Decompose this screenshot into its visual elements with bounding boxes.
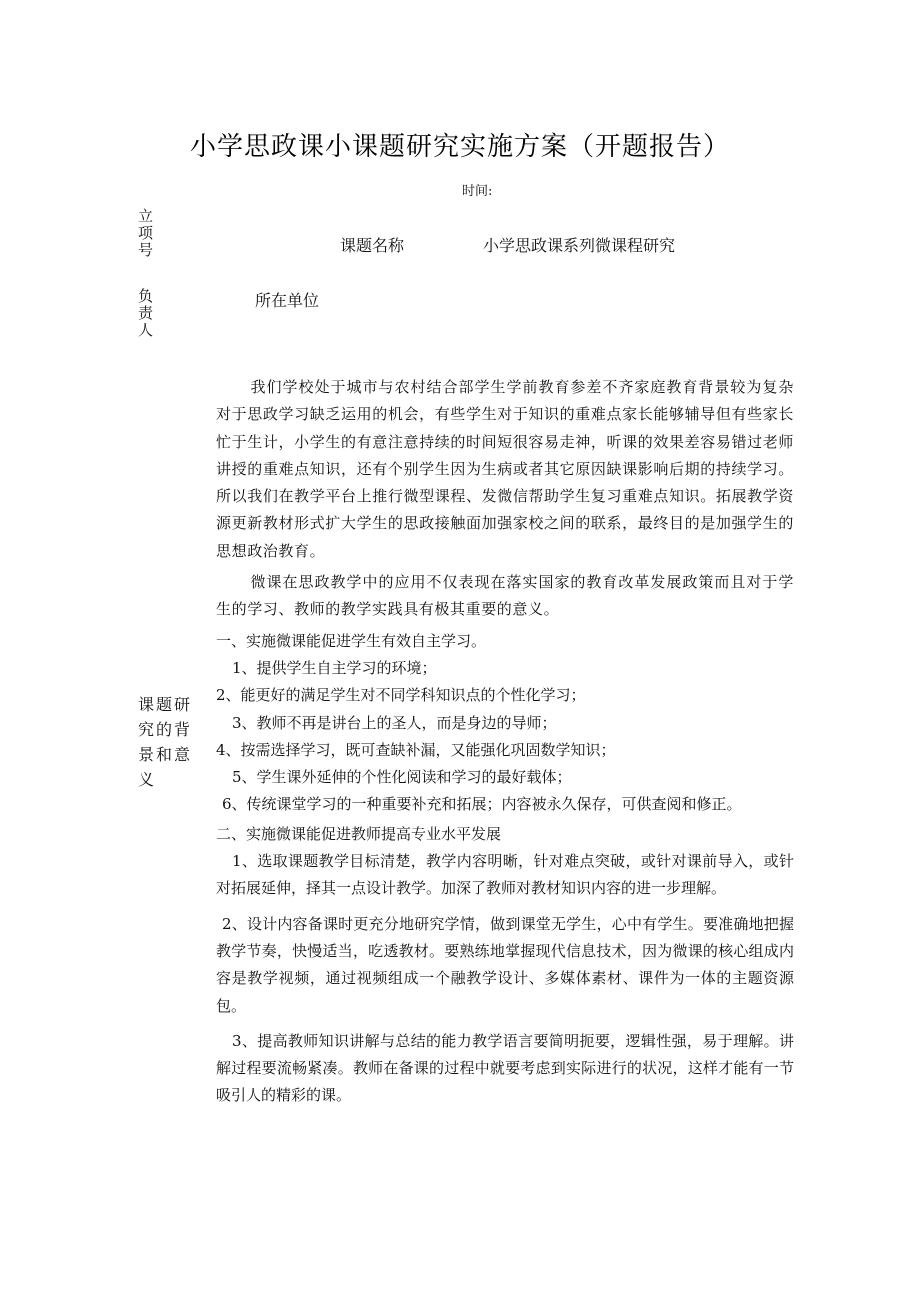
topic-name-label: 课题名称 bbox=[340, 236, 405, 255]
list-item: 2、设计内容备课时更充分地研究学情，做到课堂无学生，心中有学生。要准确地把握教学节奏，快慢适当，吃透教材。要熟练地掌握现代信息技术，因为微课的核心组成内容是教学视频，通过视频组成一个融教学设计、多媒体素材、课件为一体的主题资源包。 bbox=[216, 914, 794, 1015]
list-item: 6、传统课堂学习的一种重要补充和拓展；内容被永久保存，可供查阅和修正。 bbox=[222, 795, 742, 814]
section-label: 课题研究的背景和意义 bbox=[138, 695, 193, 789]
topic-name-value: 小学思政课系列微课程研究 bbox=[483, 236, 676, 255]
list-item: 3、提高教师知识讲解与总结的能力教学语言要简明扼要，逻辑性强，易于理解。讲解过程要流畅紧凑。教师在备课的过程中就要考虑到实际进行的状况，这样才能有一节吸引人的精彩的课。 bbox=[216, 1031, 794, 1105]
section-content bbox=[216, 374, 794, 1110]
list-item: 3、教师不再是讲台上的圣人，而是身边的导师； bbox=[232, 713, 557, 732]
list-item: 2、能更好的满足学生对不同学科知识点的个性化学习； bbox=[216, 686, 586, 705]
list-item: 4、按需选择学习，既可查缺补漏，又能强化巩固数学知识； bbox=[216, 740, 616, 759]
list-item: 5、学生课外延伸的个性化阅读和学习的最好载体； bbox=[232, 768, 572, 787]
heading-teachers: 二、实施微课能促进教师提高专业水平发展 bbox=[216, 824, 502, 843]
intro-paragraph-1: 我们学校处于城市与农村结合部学生学前教育参差不齐家庭教育背景较为复杂对于思政学习缺乏运用的机会，有些学生对于知识的重难点家长能够辅导但有些家长忙于生计，小学生的有意注意持续的时间短很容易走神，听课的效果差容易错过老师讲授的重难点知识，还有个别学生因为生病或者其它原因缺课影响后期的持续学习。所以我们在教学平台上推行微型课程、发微信帮助学生复习重难点知识。拓展教学资源更新教材形式扩大学生的思政接触面加强家校之间的联系，最终目的是加强学生的思想政治教育。 bbox=[216, 378, 794, 560]
list-item: 1、提供学生自主学习的环境； bbox=[232, 658, 437, 677]
person-in-charge-label: 负责人 bbox=[138, 287, 154, 339]
time-label: 时间: bbox=[462, 184, 493, 199]
list-item: 1、选取课题教学目标清楚，教学内容明晰，针对难点突破，或针对课前导入，或针对拓展延伸，择其一点设计教学。加深了教师对教材知识内容的进一步理解。 bbox=[216, 852, 794, 898]
unit-label: 所在单位 bbox=[255, 291, 320, 310]
project-number-label: 立项号 bbox=[138, 207, 154, 259]
intro-paragraph-2: 微课在思政教学中的应用不仅表现在落实国家的教育改革发展政策而且对于学生的学习、教师的教学实践具有极其重要的意义。 bbox=[216, 573, 794, 619]
page-title: 小学思政课小课题研究实施方案（开题报告） bbox=[189, 132, 730, 162]
heading-students: 一、实施微课能促进学生有效自主学习。 bbox=[216, 631, 487, 650]
